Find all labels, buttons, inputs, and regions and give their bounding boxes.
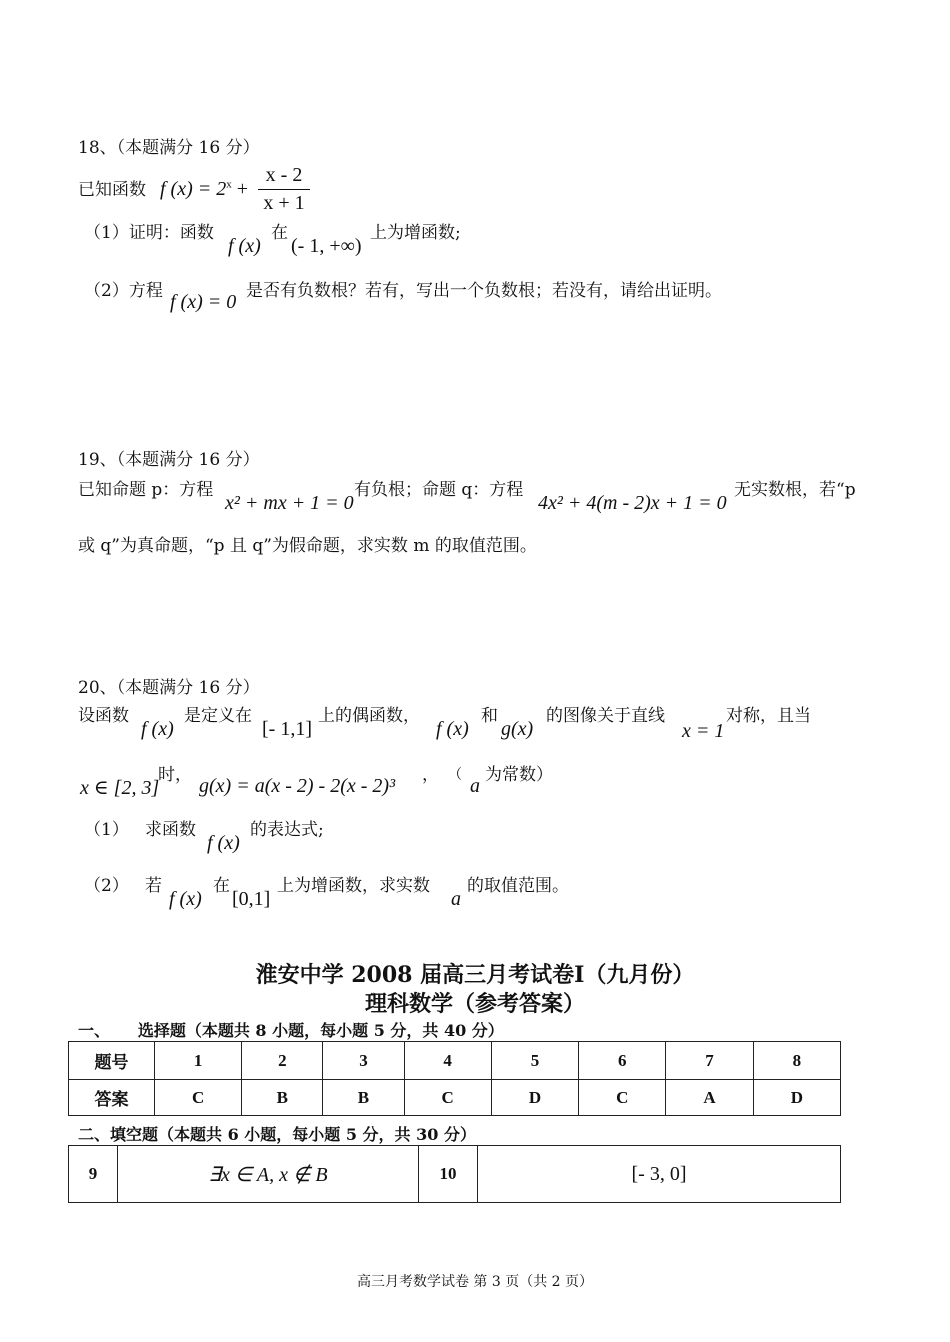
mc-number: 8 bbox=[753, 1042, 840, 1080]
q20-line: x = 1 bbox=[682, 720, 725, 742]
q18-part2-suffix: 是否有负数根？若有，写出一个负数根；若没有，请给出证明。 bbox=[246, 281, 722, 301]
q20-line1-b: 是定义在 bbox=[184, 706, 252, 726]
multiple-choice-table bbox=[68, 1041, 841, 1116]
q18-part2-prefix: （2）方程 bbox=[84, 281, 163, 301]
mc-answer: D bbox=[753, 1080, 840, 1116]
q20-line1-c: 上的偶函数， bbox=[318, 706, 420, 726]
fill-in-table bbox=[68, 1145, 841, 1203]
mc-number-row bbox=[69, 1042, 841, 1080]
q20-line1-a: 设函数 bbox=[78, 706, 129, 726]
q19-line1-b: 有负根；命题 q：方程 bbox=[354, 480, 524, 500]
mc-answer: C bbox=[404, 1080, 491, 1116]
section-fill-in: 二、填空题（本题共 6 小题，每小题 5 分，共 30 分） bbox=[78, 1125, 476, 1144]
q20-line2-a: 时， bbox=[158, 765, 192, 785]
mc-answer: C bbox=[579, 1080, 666, 1116]
q20-part2-in: 在 bbox=[213, 876, 230, 896]
q19-eq1: x² + mx + 1 = 0 bbox=[225, 492, 354, 514]
q20-part2-f: f (x) bbox=[169, 888, 202, 910]
q18-numerator: x - 2 bbox=[265, 164, 303, 186]
mc-number: 4 bbox=[404, 1042, 491, 1080]
q20-a-const: a bbox=[470, 775, 480, 797]
q20-part1-f: f (x) bbox=[207, 832, 240, 854]
q18-part1-in: 在 bbox=[271, 223, 288, 243]
q20-part1-text: 求函数 bbox=[145, 820, 196, 840]
q18-function: f $(x) = 2^x$ + bbox=[160, 178, 249, 200]
mc-number: 6 bbox=[579, 1042, 666, 1080]
q18-part1-func: f (x) bbox=[228, 235, 261, 257]
q20-cond: x ∈ [2, 3] bbox=[80, 777, 160, 799]
q20-header: 20、（本题满分 16 分） bbox=[78, 678, 260, 698]
mc-header-label: 题号 bbox=[69, 1042, 155, 1080]
answer-key-title: 淮安中学 2008 届高三月考试卷Ⅰ（九月份） bbox=[255, 962, 695, 988]
mc-number: 7 bbox=[666, 1042, 753, 1080]
mc-answer: A bbox=[666, 1080, 753, 1116]
q19-line1-a: 已知命题 p：方程 bbox=[78, 480, 214, 500]
mc-number: 1 bbox=[155, 1042, 242, 1080]
q20-f2: f (x) bbox=[436, 718, 469, 740]
q20-part2-text: 若 bbox=[145, 876, 162, 896]
q20-comma: ， bbox=[422, 765, 439, 785]
q20-g1: g(x) bbox=[501, 718, 534, 740]
q20-part2-mid: 上为增函数，求实数 bbox=[277, 876, 430, 896]
fill-9-answer: ∃x ∈ A, x ∉ B bbox=[118, 1146, 419, 1203]
fill-9-number: 9 bbox=[69, 1146, 118, 1203]
q20-interval1: [- 1,1] bbox=[262, 718, 312, 740]
q19-header: 19、（本题满分 16 分） bbox=[78, 450, 260, 470]
mc-number: 5 bbox=[491, 1042, 578, 1080]
fill-in-row bbox=[69, 1146, 841, 1203]
q20-paren-open: （ bbox=[448, 767, 462, 783]
mc-answer: B bbox=[323, 1080, 404, 1116]
mc-answer: D bbox=[491, 1080, 578, 1116]
q20-part2-num: （2） bbox=[84, 876, 129, 896]
q18-part1-prefix: （1）证明：函数 bbox=[84, 223, 214, 243]
mc-number: 2 bbox=[242, 1042, 323, 1080]
page-footer: 高三月考数学试卷 第 3 页（共 2 页） bbox=[356, 1274, 594, 1290]
answer-key-subtitle: 理科数学（参考答案） bbox=[364, 991, 585, 1017]
q19-line2: 或 q”为真命题，“p 且 q”为假命题，求实数 m 的取值范围。 bbox=[78, 536, 537, 556]
q20-part1-num: （1） bbox=[84, 820, 129, 840]
q19-line1-c: 无实数根，若“p bbox=[734, 480, 856, 500]
q19-eq2: 4x² + 4(m - 2)x + 1 = 0 bbox=[538, 492, 727, 514]
q18-fraction bbox=[258, 164, 310, 215]
fill-10-answer: [- 3, 0] bbox=[478, 1146, 841, 1203]
q20-f1: f (x) bbox=[141, 718, 174, 740]
q20-part2-a: a bbox=[451, 888, 461, 910]
q18-header: 18、（本题满分 16 分） bbox=[78, 138, 260, 158]
q18-part1-interval: (- 1, +∞) bbox=[291, 235, 362, 257]
mc-answer: B bbox=[242, 1080, 323, 1116]
mc-answer: C bbox=[155, 1080, 242, 1116]
q20-line1-f: 对称，且当 bbox=[726, 706, 811, 726]
q18-denominator: x + 1 bbox=[263, 192, 305, 214]
q20-part2-interval: [0,1] bbox=[232, 888, 271, 910]
mc-answer-row bbox=[69, 1080, 841, 1116]
mc-answer-label: 答案 bbox=[69, 1080, 155, 1116]
q20-part1-suffix: 的表达式; bbox=[250, 820, 324, 840]
q20-line1-e: 的图像关于直线 bbox=[546, 706, 665, 726]
fill-10-number: 10 bbox=[419, 1146, 478, 1203]
section-multiple-choice: 一、 选择题（本题共 8 小题，每小题 5 分，共 40 分） bbox=[78, 1021, 504, 1040]
q20-line1-d: 和 bbox=[481, 706, 498, 726]
q20-line2-b: 为常数） bbox=[485, 765, 553, 785]
q18-given-prefix: 已知函数 bbox=[78, 180, 146, 200]
q18-part2-eq: f (x) = 0 bbox=[170, 291, 237, 313]
q20-part2-suffix: 的取值范围。 bbox=[467, 876, 569, 896]
q18-part1-suffix: 上为增函数; bbox=[370, 223, 461, 243]
q20-gdef: g(x) = a(x - 2) - 2(x - 2)³ bbox=[199, 775, 396, 797]
mc-number: 3 bbox=[323, 1042, 404, 1080]
